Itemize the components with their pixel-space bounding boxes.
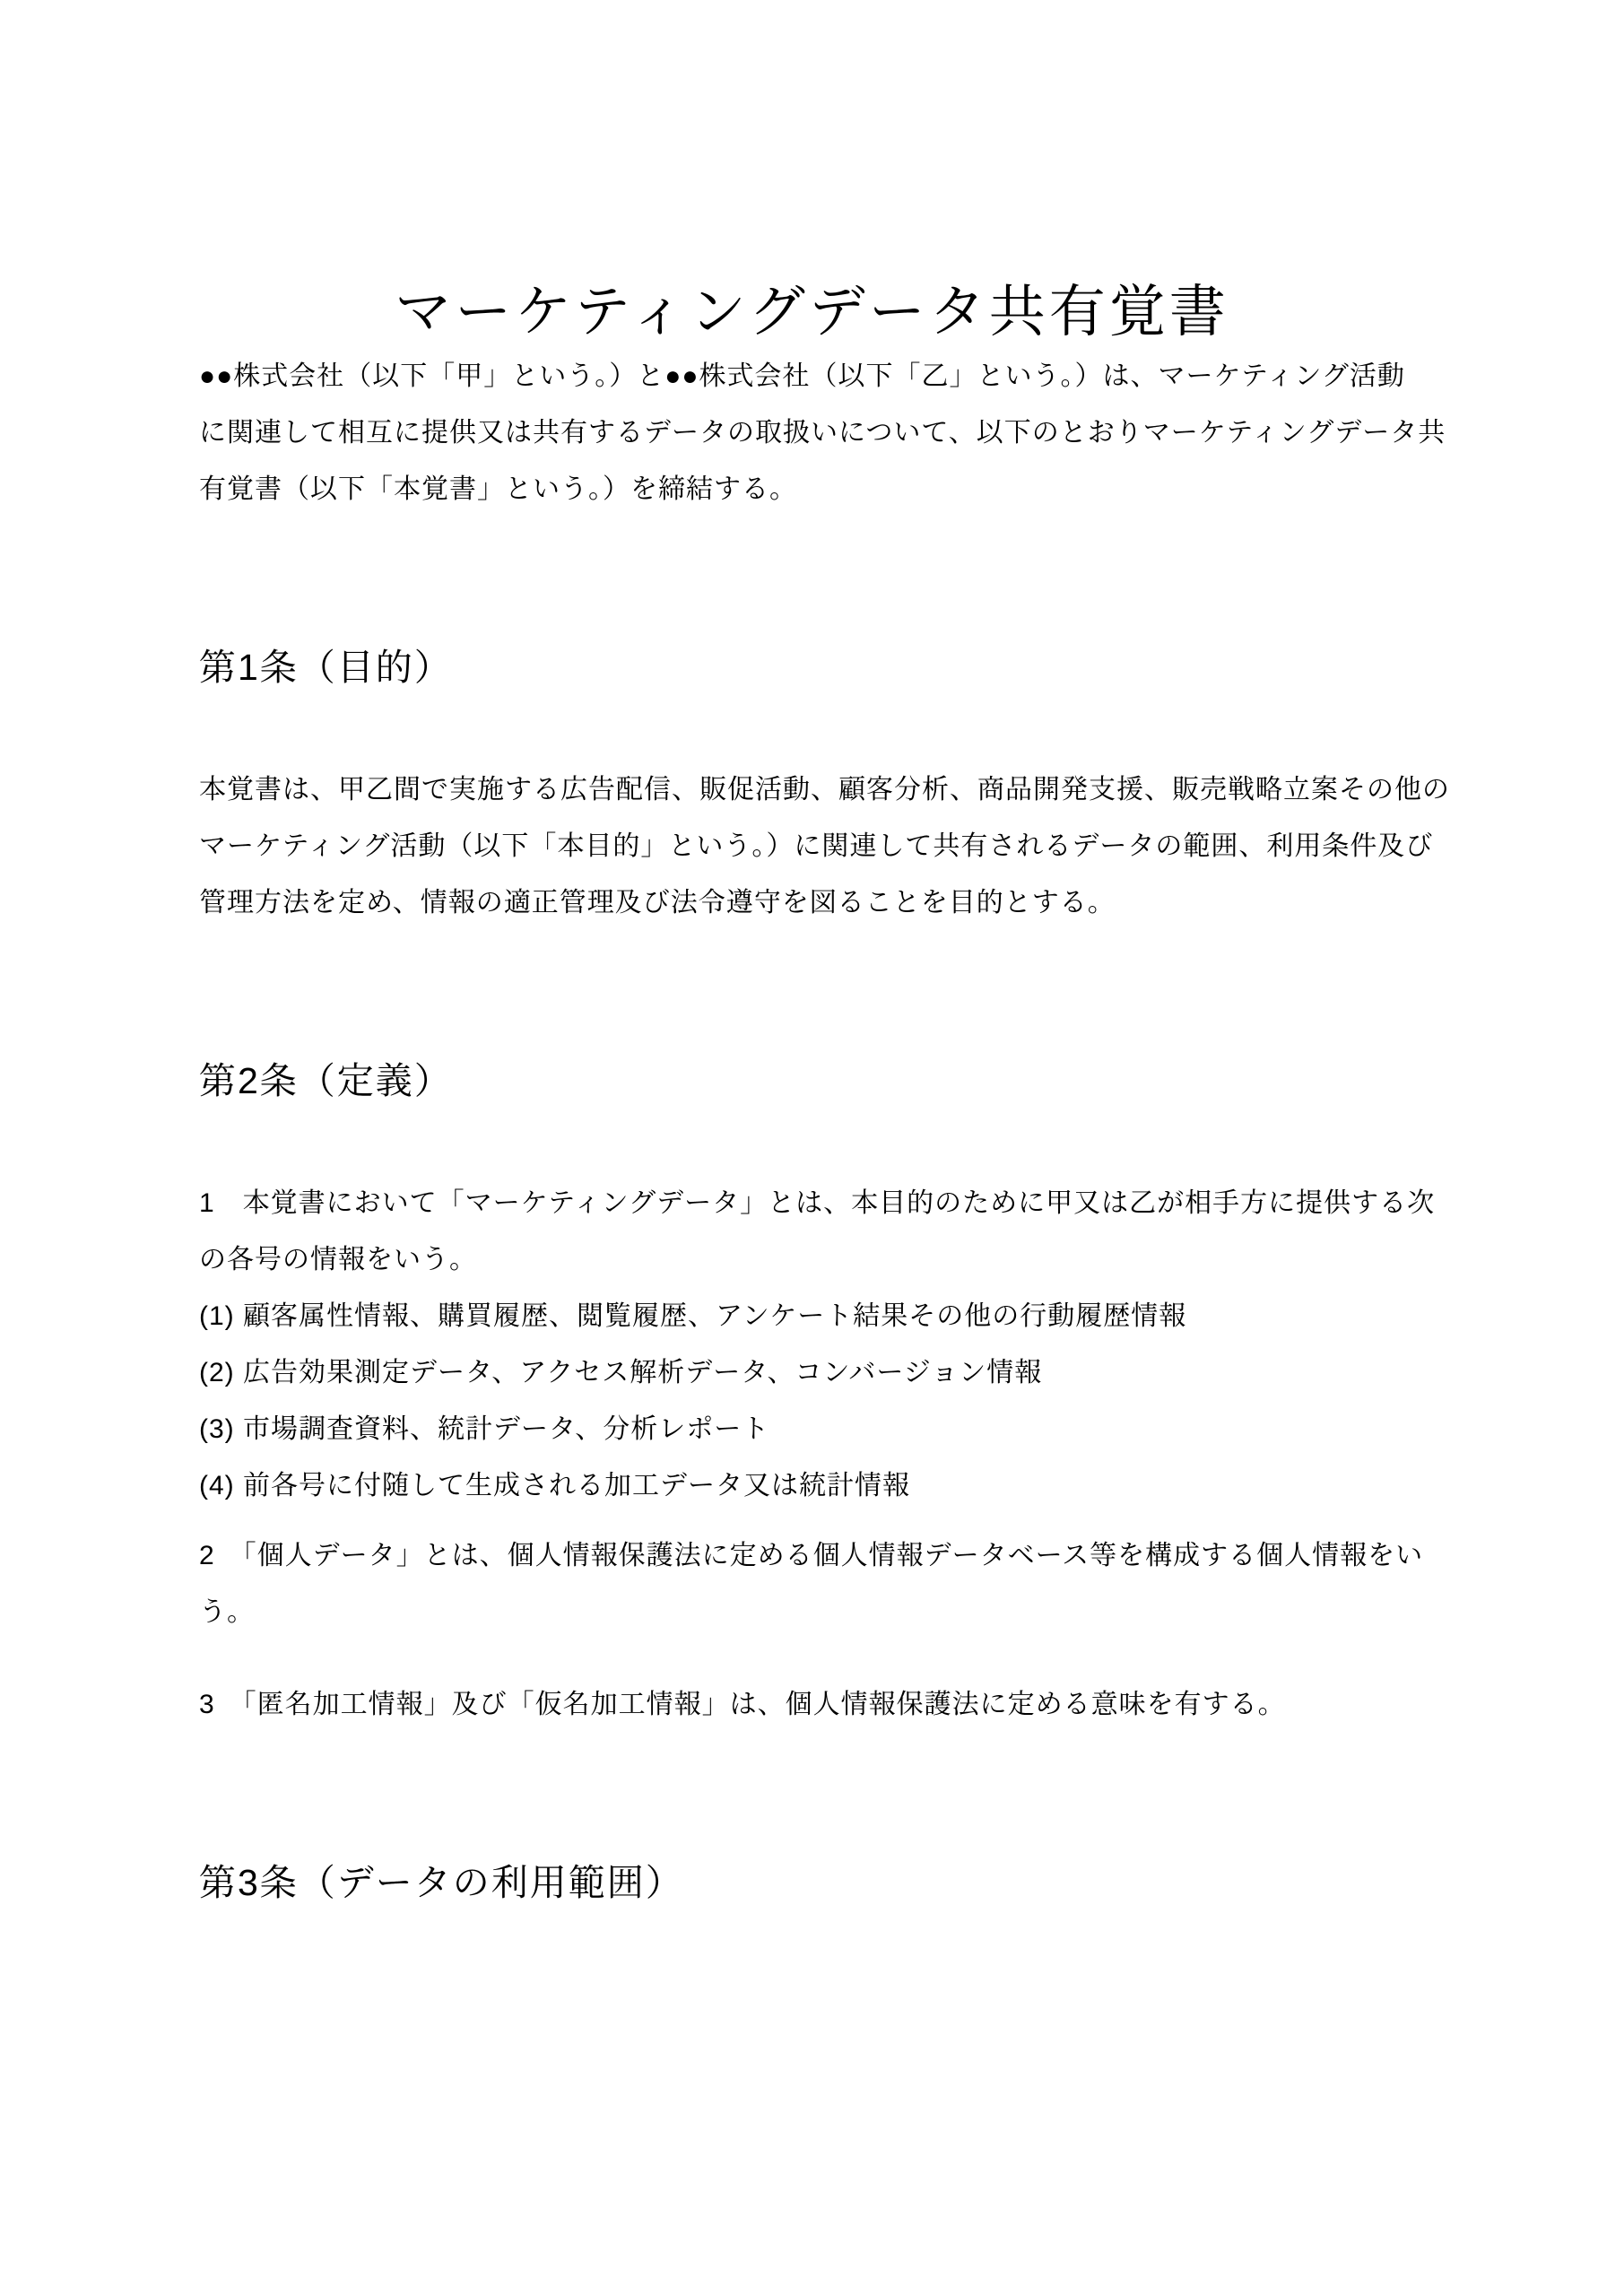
- article-2-clause-2: [199, 1527, 1425, 1640]
- article-2-clause-3: [199, 1676, 1425, 1733]
- article-2-section: [199, 967, 1436, 1769]
- list-item: (4) 前各号に付随して生成される加工データ又は統計情報: [199, 1471, 910, 1500]
- article-2-clause-1: [199, 1175, 1436, 1288]
- text-line: マーケティング活動（以下「本目的」という。）に関連して共有されるデータの範囲、利用条件及び: [199, 831, 1434, 861]
- text-line: 1 本覚書において「マーケティングデータ」とは、本目的のために甲又は乙が相手方に提供する次: [199, 1188, 1436, 1218]
- document-title: マーケティングデータ共有覚書: [395, 281, 1229, 344]
- text-line: う。: [199, 1597, 255, 1627]
- text-line: ●●株式会社（以下「甲」という。）と●●株式会社（以下「乙」という。）は、マーケティング活動: [199, 361, 1405, 391]
- article-1-section: [199, 553, 1450, 967]
- text-line: 管理方法を定め、情報の適正管理及び法令遵守を図ることを目的とする。: [199, 888, 1116, 918]
- text-line: 3 「匿名加工情報」及び「仮名加工情報」は、個人情報保護法に定める意味を有する。: [199, 1690, 1286, 1719]
- text-line: に関連して相互に提供又は共有するデータの取扱いについて、以下のとおりマーケティングデータ共: [199, 418, 1446, 448]
- list-item: (2) 広告効果測定データ、アクセス解析データ、コンバージョン情報: [199, 1358, 1043, 1387]
- article-1-body: [199, 761, 1450, 931]
- article-2-item-list: [199, 1288, 1425, 1514]
- article-2-heading: 第2条（定義）: [199, 1060, 453, 1101]
- text-line: の各号の情報をいう。: [199, 1245, 477, 1274]
- text-line: 2 「個人データ」とは、個人情報保護法に定める個人情報データベース等を構成する個人情報をい: [199, 1541, 1424, 1570]
- article-1-heading: 第1条（目的）: [199, 647, 453, 688]
- text-line: 有覚書（以下「本覚書」という。）を締結する。: [199, 474, 797, 504]
- list-item: (1) 顧客属性情報、購買履歴、閲覧履歴、アンケート結果その他の行動履歴情報: [199, 1301, 1187, 1331]
- article-3-heading: 第3条（データの利用範囲）: [199, 1862, 684, 1903]
- text-line: 本覚書は、甲乙間で実施する広告配信、販促活動、顧客分析、商品開発支援、販売戦略立案その他の: [199, 775, 1450, 804]
- list-item: (3) 市場調査資料、統計データ、分析レポート: [199, 1414, 770, 1444]
- preamble-paragraph: [199, 348, 1446, 517]
- article-3-section: [199, 1769, 1425, 1977]
